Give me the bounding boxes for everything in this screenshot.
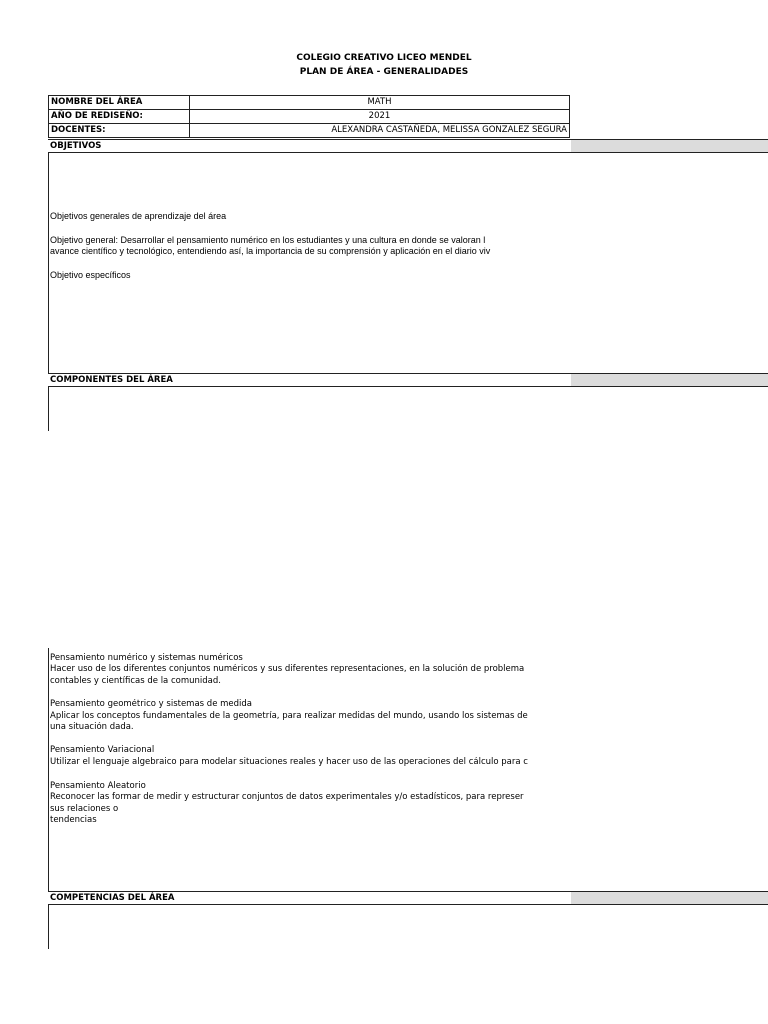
section-objetivos <box>48 139 768 153</box>
info-value: ALEXANDRA CASTAÑEDA, MELISSA GONZALEZ SEGURA <box>190 124 570 138</box>
componente-line: tendencias <box>50 815 97 825</box>
objetivos-intro: Objetivos generales de aprendizaje del área <box>50 211 227 221</box>
section-competencias <box>48 891 768 905</box>
componente-line: Reconocer las formar de medir y estructurar conjuntos de datos experimentales y/o estadísticos, para represer <box>50 792 524 802</box>
objetivos-especificos: Objetivo específicos <box>50 270 131 280</box>
componente-line: sus relaciones o <box>50 804 119 814</box>
area-info-table <box>48 95 570 138</box>
info-value: 2021 <box>190 110 570 124</box>
section-shading <box>571 374 768 386</box>
left-border <box>48 153 49 373</box>
componente-title: Pensamiento Variacional <box>50 745 155 755</box>
document-subtitle: PLAN DE ÁREA - GENERALIDADES <box>299 67 469 77</box>
componente-title: Pensamiento numérico y sistemas numéricos <box>50 653 243 663</box>
componente-line: una situación dada. <box>50 722 134 732</box>
componente-line: Aplicar los conceptos fundamentales de la geometría, para realizar medidas del mundo, usando los sistemas de <box>50 711 528 721</box>
section-componentes-label: COMPONENTES DEL ÁREA <box>50 375 173 385</box>
componente-line: Utilizar el lenguaje algebraico para modelar situaciones reales y hacer uso de las operaciones del cálculo para c <box>50 757 528 767</box>
document-header <box>0 53 768 83</box>
section-componentes <box>48 373 768 387</box>
componente-line: contables y científicas de la comunidad. <box>50 676 221 686</box>
left-border <box>48 387 49 431</box>
info-value: MATH <box>190 96 570 110</box>
info-label: NOMBRE DEL ÁREA <box>49 96 190 110</box>
componente-title: Pensamiento geométrico y sistemas de medida <box>50 699 252 709</box>
info-label: AÑO DE REDISEÑO: <box>49 110 190 124</box>
objetivo-general-line: Objetivo general: Desarrollar el pensamiento numérico en los estudiantes y una cultura en donde se valoran l <box>50 235 486 245</box>
section-objetivos-label: OBJETIVOS <box>50 141 102 151</box>
objetivo-general-line: avance científico y tecnológico, entendiendo así, la importancia de su comprensión y aplicación en el diario viv <box>50 246 491 256</box>
school-name: COLEGIO CREATIVO LICEO MENDEL <box>296 53 472 63</box>
left-border <box>48 905 49 949</box>
section-shading <box>571 140 768 152</box>
info-label: DOCENTES: <box>49 124 190 138</box>
section-shading <box>571 892 768 904</box>
section-competencias-label: COMPETENCIAS DEL ÁREA <box>50 893 175 903</box>
left-border <box>48 648 49 891</box>
info-row-teachers <box>49 124 570 138</box>
componente-title: Pensamiento Aleatorio <box>50 781 146 791</box>
componente-line: Hacer uso de los diferentes conjuntos numéricos y sus diferentes representaciones, en la solución de problema <box>50 664 525 674</box>
info-row-area <box>49 96 570 110</box>
info-row-year <box>49 110 570 124</box>
